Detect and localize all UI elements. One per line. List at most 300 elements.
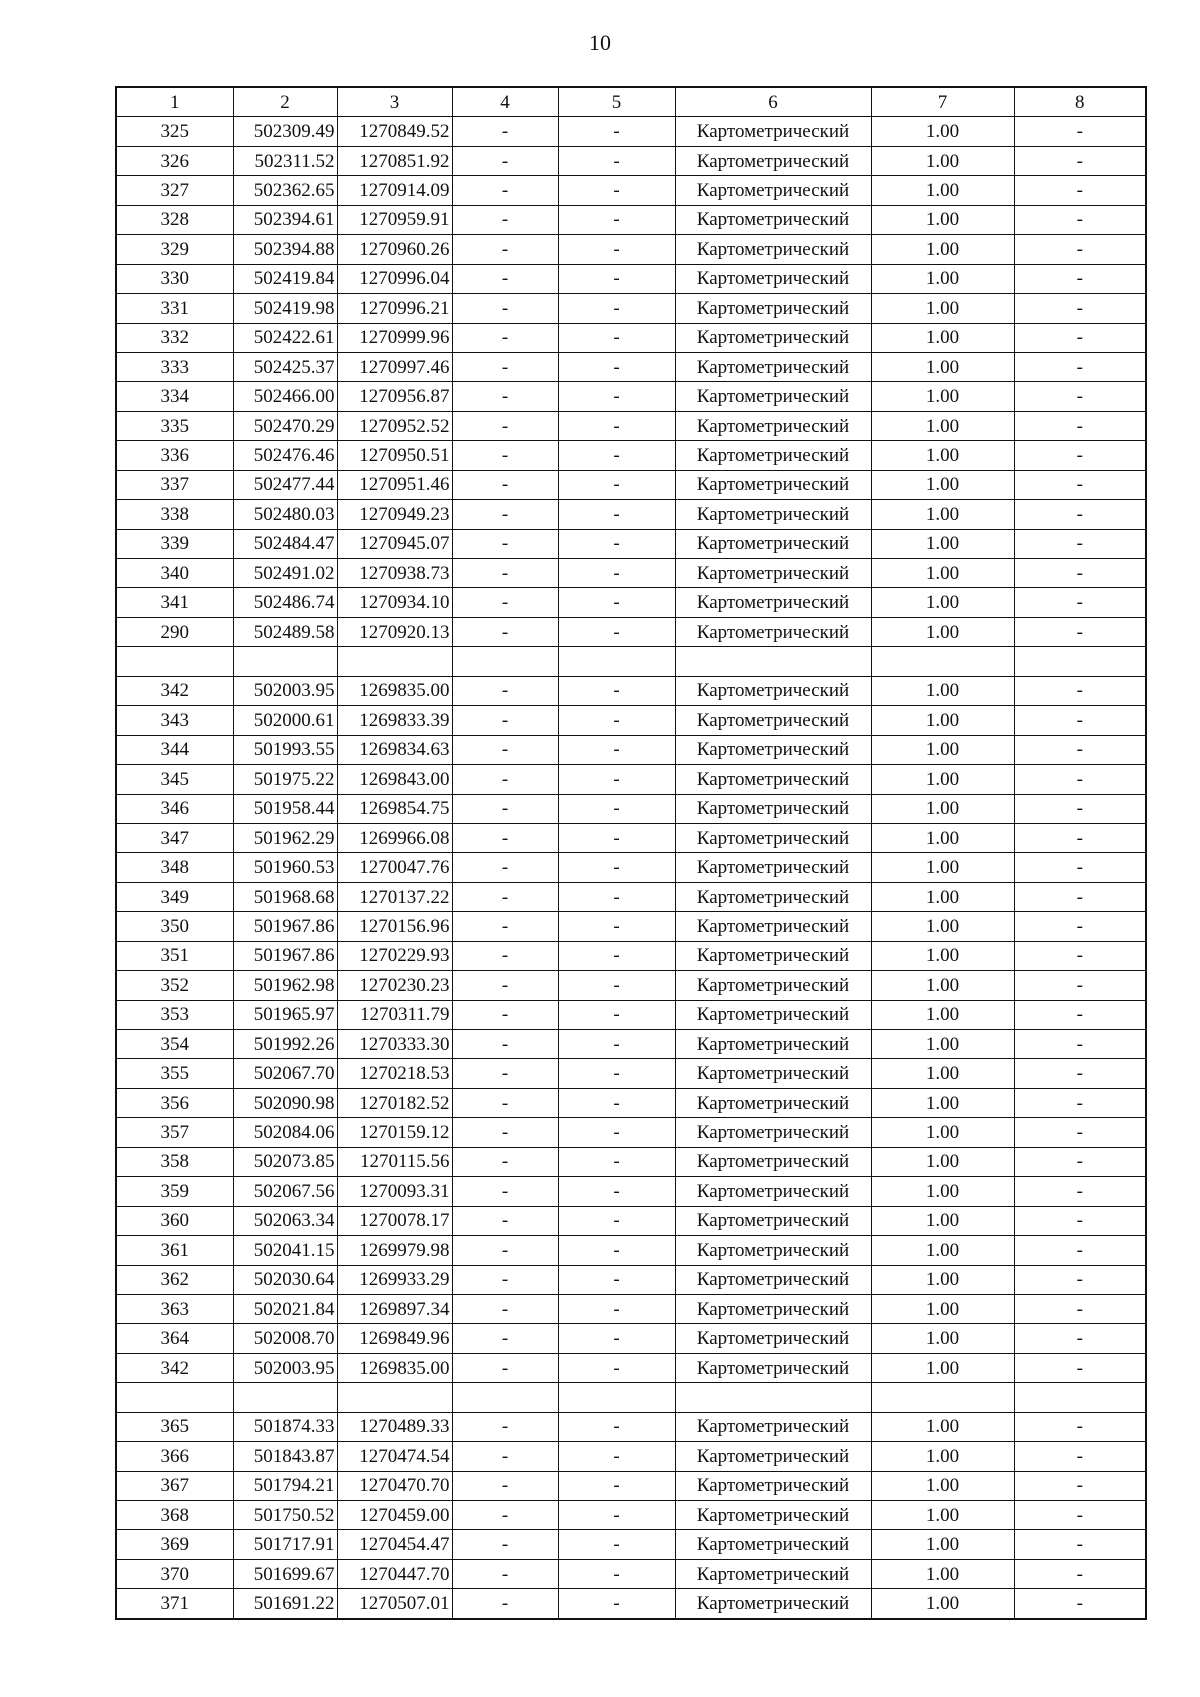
method-cell: Картометрический	[675, 470, 871, 499]
point-number-cell: 363	[116, 1294, 233, 1323]
col-5-value-cell: -	[558, 294, 675, 323]
table-row	[116, 735, 1146, 764]
table-row	[116, 235, 1146, 264]
point-number-cell: 349	[116, 882, 233, 911]
table-row	[116, 794, 1146, 823]
table-row	[116, 1589, 1146, 1619]
page-number: 10	[589, 30, 611, 55]
table-row	[116, 323, 1146, 352]
col-4-value-cell: -	[452, 1265, 558, 1294]
point-number-cell: 341	[116, 588, 233, 617]
y-coordinate-cell: 1270230.23	[337, 971, 452, 1000]
col-4-value-cell: -	[452, 1030, 558, 1059]
table-row	[116, 1471, 1146, 1500]
column-header-4: 4	[452, 87, 558, 117]
col-8-value-cell: -	[1014, 676, 1146, 705]
col-4-value-cell: -	[452, 1118, 558, 1147]
col-5-value-cell: -	[558, 1030, 675, 1059]
y-coordinate-cell: 1270949.23	[337, 500, 452, 529]
col-4-value-cell: -	[452, 1471, 558, 1500]
y-coordinate-cell: 1270182.52	[337, 1088, 452, 1117]
accuracy-cell: 1.00	[871, 588, 1014, 617]
col-4-value-cell: -	[452, 1000, 558, 1029]
y-coordinate-cell: 1270951.46	[337, 470, 452, 499]
col-8-value-cell: -	[1014, 1353, 1146, 1382]
col-8-value-cell: -	[1014, 617, 1146, 646]
y-coordinate-cell: 1270470.70	[337, 1471, 452, 1500]
col-5-value-cell: -	[558, 352, 675, 381]
point-number-cell: 339	[116, 529, 233, 558]
point-number-cell: 370	[116, 1559, 233, 1588]
point-number-cell: 345	[116, 765, 233, 794]
table-row	[116, 1442, 1146, 1471]
x-coordinate-cell: 501750.52	[233, 1501, 337, 1530]
accuracy-cell: 1.00	[871, 1530, 1014, 1559]
col-8-value-cell: -	[1014, 853, 1146, 882]
y-coordinate-cell: 1270914.09	[337, 176, 452, 205]
table-row	[116, 1059, 1146, 1088]
y-coordinate-cell: 1270229.93	[337, 941, 452, 970]
y-coordinate-cell: 1270093.31	[337, 1177, 452, 1206]
col-4-value-cell: -	[452, 529, 558, 558]
y-coordinate-cell: 1270489.33	[337, 1412, 452, 1441]
col-4-value-cell: -	[452, 971, 558, 1000]
col-5-value-cell: -	[558, 971, 675, 1000]
col-4-value-cell: -	[452, 500, 558, 529]
method-cell: Картометрический	[675, 1118, 871, 1147]
method-cell: Картометрический	[675, 1059, 871, 1088]
col-8-value-cell: -	[1014, 1236, 1146, 1265]
x-coordinate-cell: 501699.67	[233, 1559, 337, 1588]
accuracy-cell: 1.00	[871, 382, 1014, 411]
col-4-value-cell: -	[452, 1147, 558, 1176]
accuracy-cell: 1.00	[871, 1442, 1014, 1471]
point-number-cell: 357	[116, 1118, 233, 1147]
accuracy-cell: 1.00	[871, 617, 1014, 646]
col-5-value-cell: -	[558, 1353, 675, 1382]
point-number-cell: 365	[116, 1412, 233, 1441]
accuracy-cell: 1.00	[871, 176, 1014, 205]
method-cell: Картометрический	[675, 1589, 871, 1619]
x-coordinate-cell: 502486.74	[233, 588, 337, 617]
col-8-value-cell: -	[1014, 205, 1146, 234]
accuracy-cell: 1.00	[871, 912, 1014, 941]
col-8-value-cell: -	[1014, 1177, 1146, 1206]
method-cell: Картометрический	[675, 1353, 871, 1382]
col-5-value-cell: -	[558, 676, 675, 705]
col-4-value-cell: -	[452, 1294, 558, 1323]
method-cell: Картометрический	[675, 853, 871, 882]
accuracy-cell: 1.00	[871, 735, 1014, 764]
y-coordinate-cell: 1270454.47	[337, 1530, 452, 1559]
table-row	[116, 382, 1146, 411]
table-row	[116, 441, 1146, 470]
accuracy-cell: 1.00	[871, 676, 1014, 705]
col-8-value-cell: -	[1014, 529, 1146, 558]
col-4-value-cell: -	[452, 1501, 558, 1530]
method-cell: Картометрический	[675, 323, 871, 352]
col-5-value-cell: -	[558, 1118, 675, 1147]
x-coordinate-cell: 501691.22	[233, 1589, 337, 1619]
point-number-cell	[116, 1383, 233, 1412]
method-cell: Картометрический	[675, 794, 871, 823]
col-4-value-cell: -	[452, 264, 558, 293]
col-4-value-cell: -	[452, 1324, 558, 1353]
col-5-value-cell: -	[558, 411, 675, 440]
col-5-value-cell: -	[558, 588, 675, 617]
col-4-value-cell: -	[452, 205, 558, 234]
x-coordinate-cell: 502041.15	[233, 1236, 337, 1265]
point-number-cell: 327	[116, 176, 233, 205]
method-cell: Картометрический	[675, 146, 871, 175]
x-coordinate-cell: 502466.00	[233, 382, 337, 411]
col-5-value-cell: -	[558, 617, 675, 646]
point-number-cell: 342	[116, 676, 233, 705]
col-5-value-cell: -	[558, 1147, 675, 1176]
method-cell: Картометрический	[675, 1442, 871, 1471]
col-8-value-cell: -	[1014, 706, 1146, 735]
x-coordinate-cell: 502067.56	[233, 1177, 337, 1206]
col-4-value-cell: -	[452, 941, 558, 970]
column-header-5: 5	[558, 87, 675, 117]
method-cell: Картометрический	[675, 382, 871, 411]
column-header-8: 8	[1014, 87, 1146, 117]
accuracy-cell: 1.00	[871, 323, 1014, 352]
col-4-value-cell: -	[452, 735, 558, 764]
point-number-cell: 367	[116, 1471, 233, 1500]
y-coordinate-cell: 1270459.00	[337, 1501, 452, 1530]
col-4-value-cell: -	[452, 1442, 558, 1471]
accuracy-cell: 1.00	[871, 441, 1014, 470]
col-8-value-cell: -	[1014, 823, 1146, 852]
point-number-cell: 332	[116, 323, 233, 352]
point-number-cell: 326	[116, 146, 233, 175]
table-row	[116, 941, 1146, 970]
y-coordinate-cell: 1269835.00	[337, 1353, 452, 1382]
method-cell: Картометрический	[675, 823, 871, 852]
table-row	[116, 1030, 1146, 1059]
y-coordinate-cell: 1269833.39	[337, 706, 452, 735]
col-8-value-cell: -	[1014, 294, 1146, 323]
table-row	[116, 1118, 1146, 1147]
col-4-value-cell: -	[452, 323, 558, 352]
col-8-value-cell: -	[1014, 794, 1146, 823]
x-coordinate-cell: 502470.29	[233, 411, 337, 440]
y-coordinate-cell: 1270996.21	[337, 294, 452, 323]
table-row	[116, 264, 1146, 293]
col-5-value-cell: -	[558, 765, 675, 794]
point-number-cell: 351	[116, 941, 233, 970]
y-coordinate-cell: 1269897.34	[337, 1294, 452, 1323]
col-4-value-cell: -	[452, 1353, 558, 1382]
col-4-value-cell: -	[452, 1530, 558, 1559]
col-5-value-cell: -	[558, 1236, 675, 1265]
point-number-cell: 346	[116, 794, 233, 823]
method-cell: Картометрический	[675, 941, 871, 970]
accuracy-cell: 1.00	[871, 294, 1014, 323]
col-8-value-cell: -	[1014, 352, 1146, 381]
table-row	[116, 559, 1146, 588]
method-cell: Картометрический	[675, 676, 871, 705]
method-cell: Картометрический	[675, 1147, 871, 1176]
method-cell: Картометрический	[675, 1030, 871, 1059]
y-coordinate-cell: 1270952.52	[337, 411, 452, 440]
col-5-value-cell: -	[558, 1442, 675, 1471]
col-4-value-cell: -	[452, 1559, 558, 1588]
y-coordinate-cell: 1270218.53	[337, 1059, 452, 1088]
method-cell: Картометрический	[675, 205, 871, 234]
col-5-value-cell: -	[558, 235, 675, 264]
col-4-value-cell: -	[452, 352, 558, 381]
col-8-value-cell: -	[1014, 1059, 1146, 1088]
x-coordinate-cell: 502311.52	[233, 146, 337, 175]
column-header-3: 3	[337, 87, 452, 117]
col-5-value-cell: -	[558, 735, 675, 764]
col-8-value-cell: -	[1014, 1265, 1146, 1294]
col-5-value-cell: -	[558, 500, 675, 529]
point-number-cell: 335	[116, 411, 233, 440]
col-5-value-cell: -	[558, 706, 675, 735]
point-number-cell	[116, 647, 233, 676]
col-8-value-cell: -	[1014, 588, 1146, 617]
col-8-value-cell: -	[1014, 1294, 1146, 1323]
x-coordinate-cell: 502067.70	[233, 1059, 337, 1088]
y-coordinate-cell: 1270159.12	[337, 1118, 452, 1147]
col-8-value-cell: -	[1014, 971, 1146, 1000]
table-row	[116, 823, 1146, 852]
accuracy-cell: 1.00	[871, 794, 1014, 823]
accuracy-cell: 1.00	[871, 1589, 1014, 1619]
point-number-cell: 338	[116, 500, 233, 529]
y-coordinate-cell: 1270047.76	[337, 853, 452, 882]
col-4-value-cell: -	[452, 853, 558, 882]
col-8-value-cell: -	[1014, 1088, 1146, 1117]
x-coordinate-cell: 502000.61	[233, 706, 337, 735]
col-8-value-cell: -	[1014, 1471, 1146, 1500]
accuracy-cell: 1.00	[871, 117, 1014, 146]
method-cell: Картометрический	[675, 441, 871, 470]
method-cell: Картометрический	[675, 912, 871, 941]
method-cell: Картометрический	[675, 1088, 871, 1117]
x-coordinate-cell: 501960.53	[233, 853, 337, 882]
point-number-cell: 333	[116, 352, 233, 381]
y-coordinate-cell: 1269933.29	[337, 1265, 452, 1294]
table-row	[116, 1265, 1146, 1294]
col-8-value-cell: -	[1014, 264, 1146, 293]
method-cell: Картометрический	[675, 1206, 871, 1235]
table-row	[116, 500, 1146, 529]
col-4-value-cell: -	[452, 617, 558, 646]
accuracy-cell: 1.00	[871, 823, 1014, 852]
point-number-cell: 330	[116, 264, 233, 293]
accuracy-cell: 1.00	[871, 205, 1014, 234]
col-5-value-cell: -	[558, 882, 675, 911]
x-coordinate-cell: 501958.44	[233, 794, 337, 823]
method-cell: Картометрический	[675, 500, 871, 529]
col-5-value-cell: -	[558, 1000, 675, 1029]
col-4-value-cell: -	[452, 823, 558, 852]
accuracy-cell: 1.00	[871, 559, 1014, 588]
method-cell: Картометрический	[675, 882, 871, 911]
col-4-value-cell: -	[452, 1236, 558, 1265]
col-8-value-cell: -	[1014, 1530, 1146, 1559]
col-5-value-cell: -	[558, 1530, 675, 1559]
table-row	[116, 912, 1146, 941]
x-coordinate-cell: 502476.46	[233, 441, 337, 470]
method-cell: Картометрический	[675, 294, 871, 323]
y-coordinate-cell: 1270849.52	[337, 117, 452, 146]
y-coordinate-cell: 1270920.13	[337, 617, 452, 646]
table-row	[116, 1088, 1146, 1117]
accuracy-cell: 1.00	[871, 411, 1014, 440]
point-number-cell: 290	[116, 617, 233, 646]
x-coordinate-cell	[233, 647, 337, 676]
col-8-value-cell: -	[1014, 470, 1146, 499]
point-number-cell: 348	[116, 853, 233, 882]
table-row	[116, 853, 1146, 882]
col-8-value-cell: -	[1014, 1206, 1146, 1235]
y-coordinate-cell: 1270447.70	[337, 1559, 452, 1588]
method-cell: Картометрический	[675, 1177, 871, 1206]
col-4-value-cell: -	[452, 176, 558, 205]
accuracy-cell: 1.00	[871, 1559, 1014, 1588]
method-cell: Картометрический	[675, 1471, 871, 1500]
col-5-value-cell: -	[558, 1324, 675, 1353]
table-row	[116, 1000, 1146, 1029]
y-coordinate-cell: 1269966.08	[337, 823, 452, 852]
x-coordinate-cell: 501962.29	[233, 823, 337, 852]
column-header-1: 1	[116, 87, 233, 117]
col-5-value-cell: -	[558, 1589, 675, 1619]
point-number-cell: 366	[116, 1442, 233, 1471]
table-row	[116, 1206, 1146, 1235]
point-number-cell: 325	[116, 117, 233, 146]
col-5-value-cell: -	[558, 1412, 675, 1441]
point-number-cell: 356	[116, 1088, 233, 1117]
accuracy-cell: 1.00	[871, 352, 1014, 381]
accuracy-cell: 1.00	[871, 1265, 1014, 1294]
table-row	[116, 971, 1146, 1000]
col-5-value-cell: -	[558, 470, 675, 499]
col-4-value-cell: -	[452, 765, 558, 794]
table-row	[116, 1147, 1146, 1176]
col-5-value-cell: -	[558, 853, 675, 882]
col-4-value-cell: -	[452, 146, 558, 175]
col-8-value-cell: -	[1014, 912, 1146, 941]
method-cell: Картометрический	[675, 1324, 871, 1353]
accuracy-cell: 1.00	[871, 1147, 1014, 1176]
accuracy-cell: 1.00	[871, 1353, 1014, 1382]
col-8-value-cell: -	[1014, 941, 1146, 970]
method-cell: Картометрический	[675, 971, 871, 1000]
col-4-value-cell: -	[452, 1059, 558, 1088]
x-coordinate-cell: 502021.84	[233, 1294, 337, 1323]
col-8-value-cell: -	[1014, 1147, 1146, 1176]
point-number-cell: 350	[116, 912, 233, 941]
x-coordinate-cell: 501717.91	[233, 1530, 337, 1559]
table-row	[116, 529, 1146, 558]
point-number-cell: 355	[116, 1059, 233, 1088]
point-number-cell: 344	[116, 735, 233, 764]
col-5-value-cell: -	[558, 176, 675, 205]
x-coordinate-cell: 501965.97	[233, 1000, 337, 1029]
column-header-6: 6	[675, 87, 871, 117]
method-cell: Картометрический	[675, 765, 871, 794]
col-8-value-cell: -	[1014, 1559, 1146, 1588]
method-cell: Картометрический	[675, 1412, 871, 1441]
method-cell: Картометрический	[675, 1294, 871, 1323]
table-row	[116, 294, 1146, 323]
point-number-cell: 343	[116, 706, 233, 735]
accuracy-cell: 1.00	[871, 1206, 1014, 1235]
y-coordinate-cell: 1270934.10	[337, 588, 452, 617]
accuracy-cell: 1.00	[871, 1412, 1014, 1441]
point-number-cell: 352	[116, 971, 233, 1000]
col-8-value-cell	[1014, 647, 1146, 676]
col-4-value-cell: -	[452, 794, 558, 823]
point-number-cell: 329	[116, 235, 233, 264]
col-4-value-cell: -	[452, 441, 558, 470]
col-5-value-cell: -	[558, 1088, 675, 1117]
accuracy-cell: 1.00	[871, 1501, 1014, 1530]
table-row	[116, 1501, 1146, 1530]
col-8-value-cell: -	[1014, 146, 1146, 175]
y-coordinate-cell: 1270945.07	[337, 529, 452, 558]
table-header-row	[116, 87, 1146, 117]
y-coordinate-cell: 1270474.54	[337, 1442, 452, 1471]
x-coordinate-cell: 502003.95	[233, 1353, 337, 1382]
table-row	[116, 1530, 1146, 1559]
col-4-value-cell: -	[452, 882, 558, 911]
method-cell: Картометрический	[675, 235, 871, 264]
col-5-value-cell: -	[558, 559, 675, 588]
col-4-value-cell: -	[452, 235, 558, 264]
method-cell: Картометрический	[675, 264, 871, 293]
point-number-cell: 328	[116, 205, 233, 234]
accuracy-cell: 1.00	[871, 1177, 1014, 1206]
y-coordinate-cell: 1270507.01	[337, 1589, 452, 1619]
col-8-value-cell: -	[1014, 1412, 1146, 1441]
x-coordinate-cell: 502480.03	[233, 500, 337, 529]
x-coordinate-cell: 502073.85	[233, 1147, 337, 1176]
x-coordinate-cell: 501967.86	[233, 912, 337, 941]
accuracy-cell: 1.00	[871, 529, 1014, 558]
point-number-cell: 359	[116, 1177, 233, 1206]
method-cell	[675, 1383, 871, 1412]
accuracy-cell: 1.00	[871, 1000, 1014, 1029]
col-4-value-cell: -	[452, 470, 558, 499]
y-coordinate-cell: 1270996.04	[337, 264, 452, 293]
col-5-value-cell: -	[558, 264, 675, 293]
col-5-value-cell: -	[558, 1059, 675, 1088]
x-coordinate-cell: 501968.68	[233, 882, 337, 911]
table-row	[116, 765, 1146, 794]
x-coordinate-cell: 501962.98	[233, 971, 337, 1000]
table-row	[116, 1412, 1146, 1441]
y-coordinate-cell: 1270956.87	[337, 382, 452, 411]
col-5-value-cell: -	[558, 794, 675, 823]
table-row	[116, 117, 1146, 146]
x-coordinate-cell: 502477.44	[233, 470, 337, 499]
accuracy-cell: 1.00	[871, 765, 1014, 794]
y-coordinate-cell: 1269979.98	[337, 1236, 452, 1265]
col-5-value-cell: -	[558, 1501, 675, 1530]
col-5-value-cell: -	[558, 1206, 675, 1235]
col-8-value-cell: -	[1014, 411, 1146, 440]
table-row	[116, 352, 1146, 381]
col-5-value-cell: -	[558, 205, 675, 234]
x-coordinate-cell: 502008.70	[233, 1324, 337, 1353]
